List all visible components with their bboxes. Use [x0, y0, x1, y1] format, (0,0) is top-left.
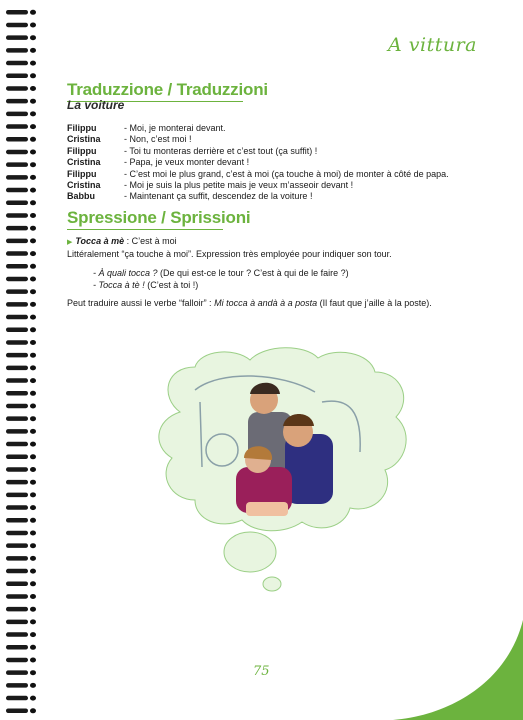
- spiral-ring: [6, 543, 36, 548]
- spiral-ring: [6, 162, 36, 167]
- spiral-ring: [6, 302, 36, 307]
- translation-heading: Traduzzione / Traduzzioni: [67, 80, 268, 100]
- spiral-ring: [6, 188, 36, 193]
- spiral-ring: [6, 696, 36, 701]
- spiral-ring: [6, 480, 36, 485]
- spiral-ring: [6, 429, 36, 434]
- spiral-ring: [6, 175, 36, 180]
- dialogue-line: Filippu - Moi, je monterai devant.: [67, 123, 226, 133]
- spiral-ring: [6, 264, 36, 269]
- spiral-ring: [6, 531, 36, 536]
- spiral-ring: [6, 86, 36, 91]
- example-2: - Tocca à tè ! (C’est à toi !): [93, 280, 199, 290]
- spiral-ring: [6, 10, 36, 15]
- dialogue-line: Cristina - Moi je suis la plus petite mais je veux m’asseoir devant !: [67, 180, 354, 191]
- spiral-ring: [6, 708, 36, 713]
- expression-definition: ▶ Tocca à mè : C’est à moi Littéralement “ça touche à moi”. Expression très employée pour indiquer son tour.: [67, 236, 507, 260]
- spiral-ring: [6, 340, 36, 345]
- spiral-ring: [6, 327, 36, 332]
- spiral-ring: [6, 226, 36, 231]
- expression-heading: Spressione / Sprissioni: [67, 208, 250, 228]
- spiral-ring: [6, 137, 36, 142]
- dialogue-translation: [67, 123, 449, 203]
- spiral-ring: [6, 23, 36, 28]
- spiral-ring: [6, 391, 36, 396]
- spiral-ring: [6, 569, 36, 574]
- dialogue-line: Babbu - Maintenant ça suffit, descendez de la voiture !: [67, 191, 313, 202]
- spiral-ring: [6, 99, 36, 104]
- spiral-ring: [6, 505, 36, 510]
- expression-literal: Littéralement “ça touche à moi”. Expression très employée pour indiquer son tour.: [67, 248, 392, 259]
- spiral-ring: [6, 683, 36, 688]
- spiral-ring: [6, 594, 36, 599]
- spiral-ring: [6, 150, 36, 155]
- spiral-ring: [6, 645, 36, 650]
- dialogue-line: Cristina - Non, c’est moi !: [67, 134, 192, 145]
- spiral-ring: [6, 619, 36, 624]
- spiral-ring: [6, 632, 36, 637]
- spiral-ring: [6, 289, 36, 294]
- spiral-ring: [6, 658, 36, 663]
- spiral-ring: [6, 492, 36, 497]
- arrow-right-icon: ▶: [67, 239, 73, 246]
- spiral-ring: [6, 442, 36, 447]
- spiral-ring: [6, 365, 36, 370]
- dialogue-line: Filippu - C’est moi le plus grand, c’est à moi (ça touche à moi) de monter à côté de papa.: [67, 168, 449, 179]
- spiral-ring: [6, 607, 36, 612]
- spiral-ring: [6, 111, 36, 116]
- spiral-ring: [6, 404, 36, 409]
- spiral-ring: [6, 200, 36, 205]
- spiral-ring: [6, 73, 36, 78]
- spiral-ring: [6, 416, 36, 421]
- spiral-ring: [6, 315, 36, 320]
- spiral-ring: [6, 238, 36, 243]
- spiral-ring: [6, 35, 36, 40]
- spiral-ring: [6, 48, 36, 53]
- spiral-ring: [6, 454, 36, 459]
- thought-cloud-illustration: [140, 342, 420, 592]
- spiral-ring: [6, 277, 36, 282]
- thought-bubble: [263, 577, 281, 591]
- spiral-ring: [6, 670, 36, 675]
- translation-subtitle: La voiture: [67, 98, 125, 112]
- spiral-ring: [6, 213, 36, 218]
- spiral-ring: [6, 518, 36, 523]
- corner-decoration: [393, 620, 523, 720]
- page-number: 75: [253, 664, 270, 679]
- spiral-ring: [6, 581, 36, 586]
- dialogue-line: Filippu - Toi tu monteras derrière et c’est tout (ça suffit) !: [67, 145, 318, 156]
- example-1: - À quali tocca ? (De qui est-ce le tour ? C’est à qui de le faire ?): [93, 268, 349, 278]
- dialogue-line: Cristina - Papa, je veux monter devant !: [67, 157, 250, 168]
- thought-bubble: [224, 532, 276, 572]
- spiral-ring: [6, 353, 36, 358]
- spiral-ring: [6, 124, 36, 129]
- chapter-title: A vittura: [388, 34, 477, 56]
- usage-note: Peut traduire aussi le verbe “falloir” : Mi tocca à andà à a posta (Il faut que j’aille à la poste).: [67, 298, 432, 308]
- spiral-ring: [6, 378, 36, 383]
- spiral-ring: [6, 467, 36, 472]
- spiral-ring: [6, 61, 36, 66]
- spiral-ring: [6, 556, 36, 561]
- spiral-binding: [0, 0, 40, 720]
- spiral-ring: [6, 251, 36, 256]
